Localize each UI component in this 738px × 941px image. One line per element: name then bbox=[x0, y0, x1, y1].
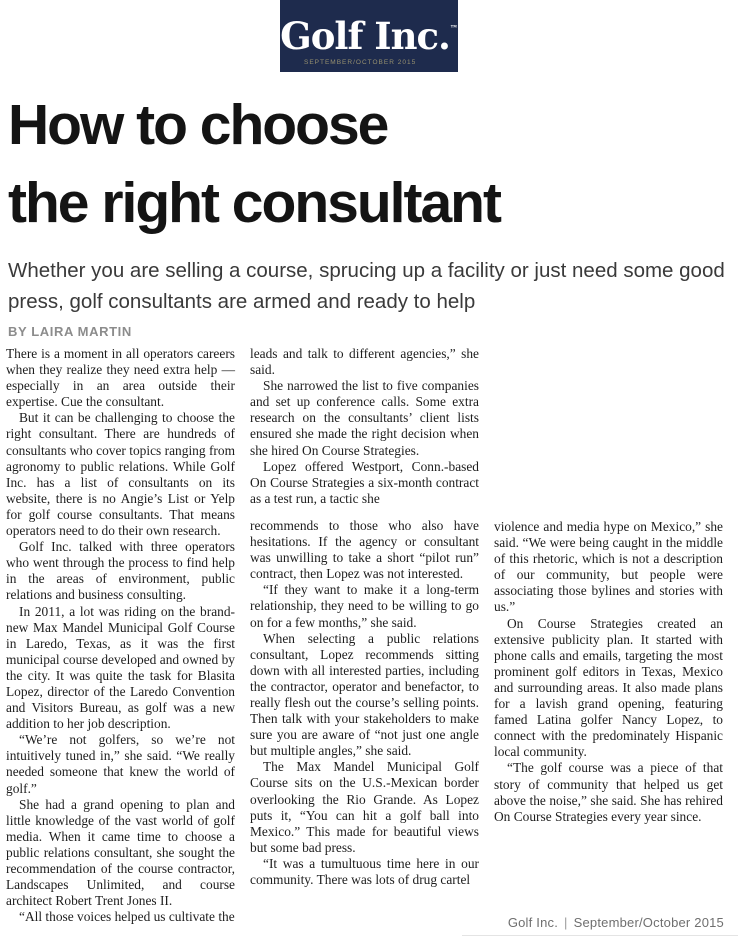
trademark-symbol: ™ bbox=[449, 23, 458, 33]
body-paragraph: On Course Strategies created an extensive publicity plan. It started with phone calls and emails, targeting the most prominent golf editors in Texas, Mexico and surrounding areas. It also made plans for a lavish grand opening, featuring famed Latina golfer Nancy Lopez, to connect with the predominately Hispanic local community. bbox=[494, 615, 723, 760]
body-paragraph: But it can be challenging to choose the right consultant. There are hundreds of consultants who cover topics ranging from agronomy to public relations. While Golf Inc. has a list of consultants on its website, there is no Angie’s List or Yelp for golf course consultants. That means operators need to do their own research. bbox=[6, 410, 235, 539]
golf-inc-logo bbox=[280, 0, 458, 72]
body-paragraph: In 2011, a lot was riding on the brand-new Max Mandel Municipal Golf Course in Laredo, Texas, as it was the first municipal course developed and owned by the city. It was quite the task for Blasita Lopez, director of the Laredo Convention and Visitors Bureau, as golf was a new addition to her job description. bbox=[6, 603, 235, 732]
logo-text: Golf Inc. bbox=[280, 14, 450, 58]
body-paragraph: There is a moment in all operators careers when they realize they need extra help — especially in an area outside their expertise. Cue the consultant. bbox=[6, 346, 235, 410]
footer-magazine-name: Golf Inc. bbox=[507, 915, 559, 930]
byline: BY LAIRA MARTIN bbox=[8, 324, 132, 339]
page-footer bbox=[508, 915, 724, 930]
body-paragraph: recommends to those who also have hesitations. If the agency or consultant was unwilling to take a short “pilot run” contract, then Lopez was not interested. bbox=[250, 517, 479, 582]
body-paragraph: “All those voices helped us cultivate the bbox=[19, 909, 235, 925]
body-column-1 bbox=[6, 346, 235, 925]
article-deck: Whether you are selling a course, sprucing up a facility or just need some good press, golf consultants are armed and ready to help bbox=[8, 259, 725, 313]
headline-line-1: How to choose bbox=[8, 93, 388, 157]
body-paragraph: “We’re not golfers, so we’re not intuitively tuned in,” she said. “We really needed someone that knew the world of golf.” bbox=[6, 732, 235, 796]
logo-title bbox=[280, 8, 458, 56]
body-paragraph: “If they want to make it a long-term relationship, they need to be willing to go on for a few months,” she said. bbox=[250, 582, 479, 630]
body-paragraph: Lopez offered Westport, Conn.-based On Course Strategies a six-month contract as a test run, a tactic she bbox=[250, 458, 479, 506]
footer-separator: | bbox=[564, 915, 568, 930]
body-paragraph: She had a grand opening to plan and little knowledge of the vast world of golf media. When it came time to choose a public relations consultant, she sought the recommendation of the course contractor, Landscapes Unlimited, and course architect Robert Trent Jones II. bbox=[6, 796, 235, 909]
body-paragraph: violence and media hype on Mexico,” she said. “We were being caught in the middle of this rhetoric, which is not a description of our community, but people were associating those bylines and stories with us.” bbox=[494, 519, 723, 615]
body-paragraph: Golf Inc. talked with three operators who went through the process to find help in the areas of environment, public relations and business consulting. bbox=[6, 539, 235, 603]
body-paragraph: leads and talk to different agencies,” she said. bbox=[250, 346, 479, 378]
body-paragraph: The Max Mandel Municipal Golf Course sits on the U.S.-Mexican border overlooking the Rio Grande. As Lopez puts it, “You can hit a golf ball into Mexico.” This made for beautiful views but some bad press. bbox=[250, 759, 479, 855]
footer-divider bbox=[462, 935, 738, 936]
body-paragraph: When selecting a public relations consultant, Lopez recommends sitting down with all interested parties, including the contractor, operator and benefactor, to really flesh out the course’s selling points. Then talk with your stakeholders to make sure you are aware of “not just one angle but multiple angles,” she said. bbox=[250, 630, 479, 759]
article-headline bbox=[8, 86, 730, 242]
article-body bbox=[6, 346, 724, 925]
masthead bbox=[0, 0, 738, 72]
footer-issue-date: September/October 2015 bbox=[573, 915, 724, 930]
headline-line-2: the right consultant bbox=[8, 171, 500, 235]
body-paragraph: “It was a tumultuous time here in our community. There was lots of drug cartel bbox=[250, 855, 479, 887]
body-paragraph: “The golf course was a piece of that story of community that helped us get above the noise,” she said. She has rehired On Course Strategies every year since. bbox=[494, 760, 723, 824]
body-paragraph: She narrowed the list to five companies and set up conference calls. Some extra research on the consultants’ client lists ensured she made the right decision when she hired On Course Strategies. bbox=[250, 378, 479, 458]
body-column-3 bbox=[494, 346, 723, 925]
body-column-2 bbox=[250, 346, 479, 925]
logo-issue-date: SEPTEMBER/OCTOBER 2015 bbox=[304, 59, 417, 66]
